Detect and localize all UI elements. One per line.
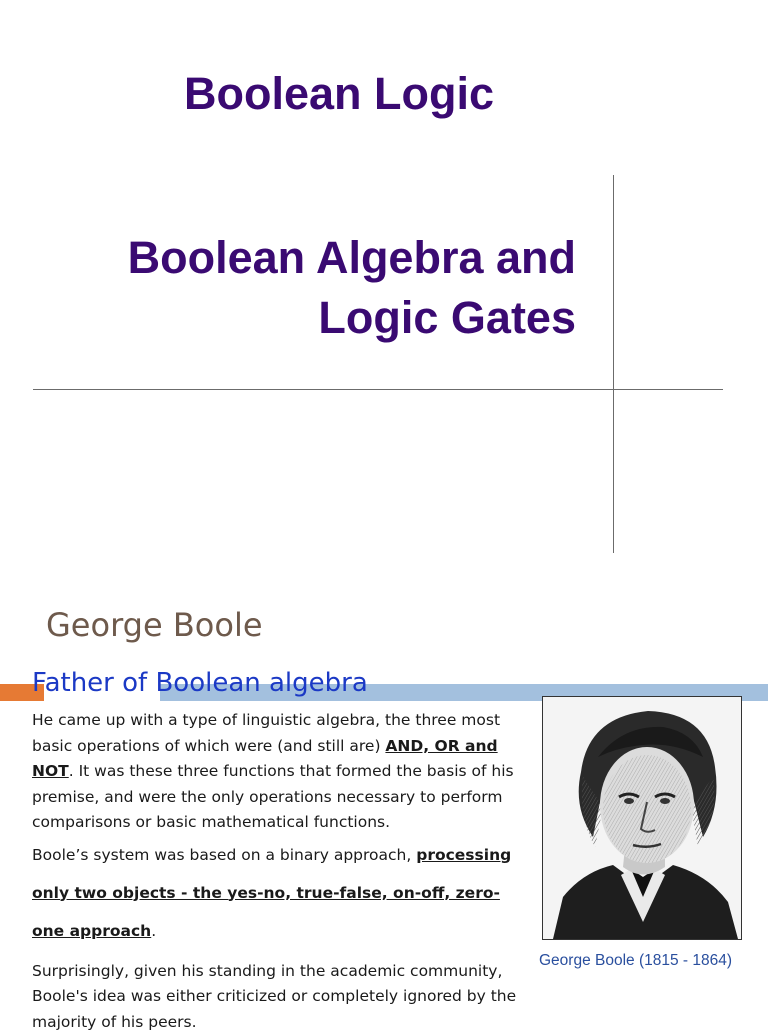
p2-binary-emphasis: processing only two objects - the yes-no, true-false, on-off, zero-one approach: [32, 846, 511, 940]
slide-title: Boolean Logic: [184, 68, 494, 120]
paragraph-2: [32, 836, 532, 950]
paragraph-3: Surprisingly, given his standing in the academic community, Boole's idea was either criticized or completely ignored by the majority of his peers.: [32, 959, 532, 1035]
vertical-divider: [613, 175, 614, 553]
portrait-caption: George Boole (1815 - 1864): [539, 952, 732, 970]
slide-heading: George Boole: [46, 606, 263, 644]
p2-text-a: Boole’s system was based on a binary approach,: [32, 846, 416, 864]
george-boole-slide: [0, 560, 768, 1024]
horizontal-divider: [33, 389, 723, 390]
slide-subtitle: [128, 228, 576, 348]
subtitle-line-1: Boolean Algebra and: [128, 228, 576, 288]
body-text: [32, 708, 532, 1035]
paragraph-1: [32, 708, 532, 836]
p1-operations-emphasis: AND, OR and NOT: [32, 737, 498, 781]
subtitle-line-2: Logic Gates: [128, 288, 576, 348]
george-boole-portrait: [542, 696, 742, 940]
p1-text-b: . It was these three functions that formed the basis of his premise, and were the only operations necessary to perform comparisons or basic mathematical functions.: [32, 762, 514, 831]
slide-subheading: Father of Boolean algebra: [32, 668, 368, 698]
p1-text-a: He came up with a type of linguistic algebra, the three most basic operations of which were (and still are): [32, 711, 500, 755]
p2-text-b: .: [151, 922, 156, 940]
portrait-image: [543, 697, 741, 939]
